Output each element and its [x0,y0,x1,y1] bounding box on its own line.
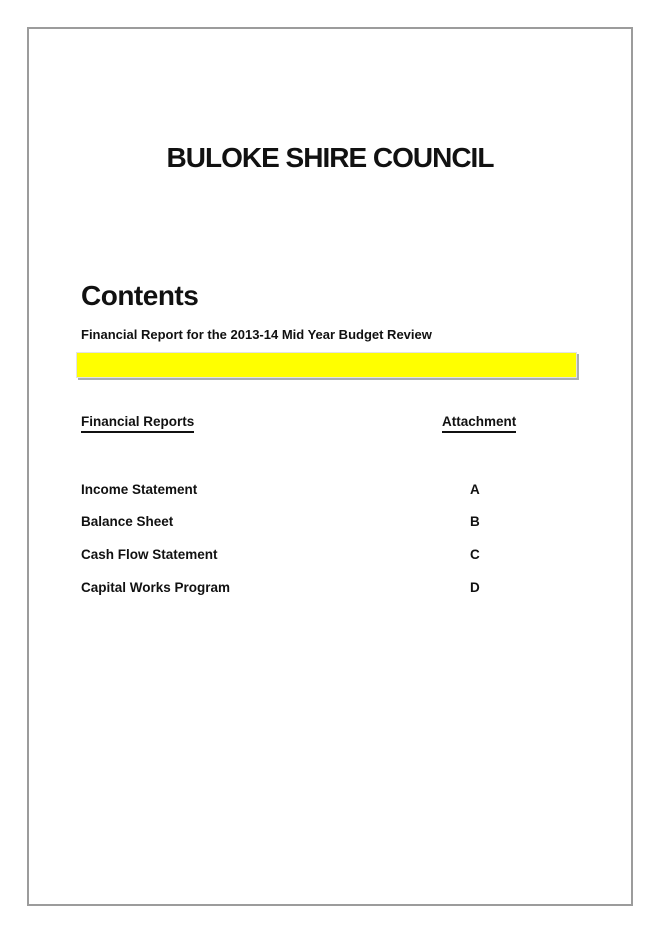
contents-heading: Contents [81,280,199,311]
column-headers [29,414,631,434]
report-row [81,514,631,532]
attachment-letter: D [470,580,480,595]
report-row-label: Cash Flow Statement [81,547,218,562]
report-row-label: Income Statement [81,482,198,497]
highlight-bar [76,352,577,378]
report-row-label: Balance Sheet [81,514,174,529]
attachment-letter: A [470,482,480,497]
report-row [81,482,631,500]
document-title: BULOKE SHIRE COUNCIL [166,142,494,173]
report-row [81,580,631,598]
report-subtitle: Financial Report for the 2013-14 Mid Year Budget Review [81,327,432,342]
attachment-letter: C [470,547,480,562]
report-row-label: Capital Works Program [81,580,231,595]
report-row [81,547,631,565]
attachment-header: Attachment [442,414,516,433]
financial-reports-header: Financial Reports [81,414,194,433]
page-border [27,27,633,906]
attachment-letter: B [470,514,480,529]
